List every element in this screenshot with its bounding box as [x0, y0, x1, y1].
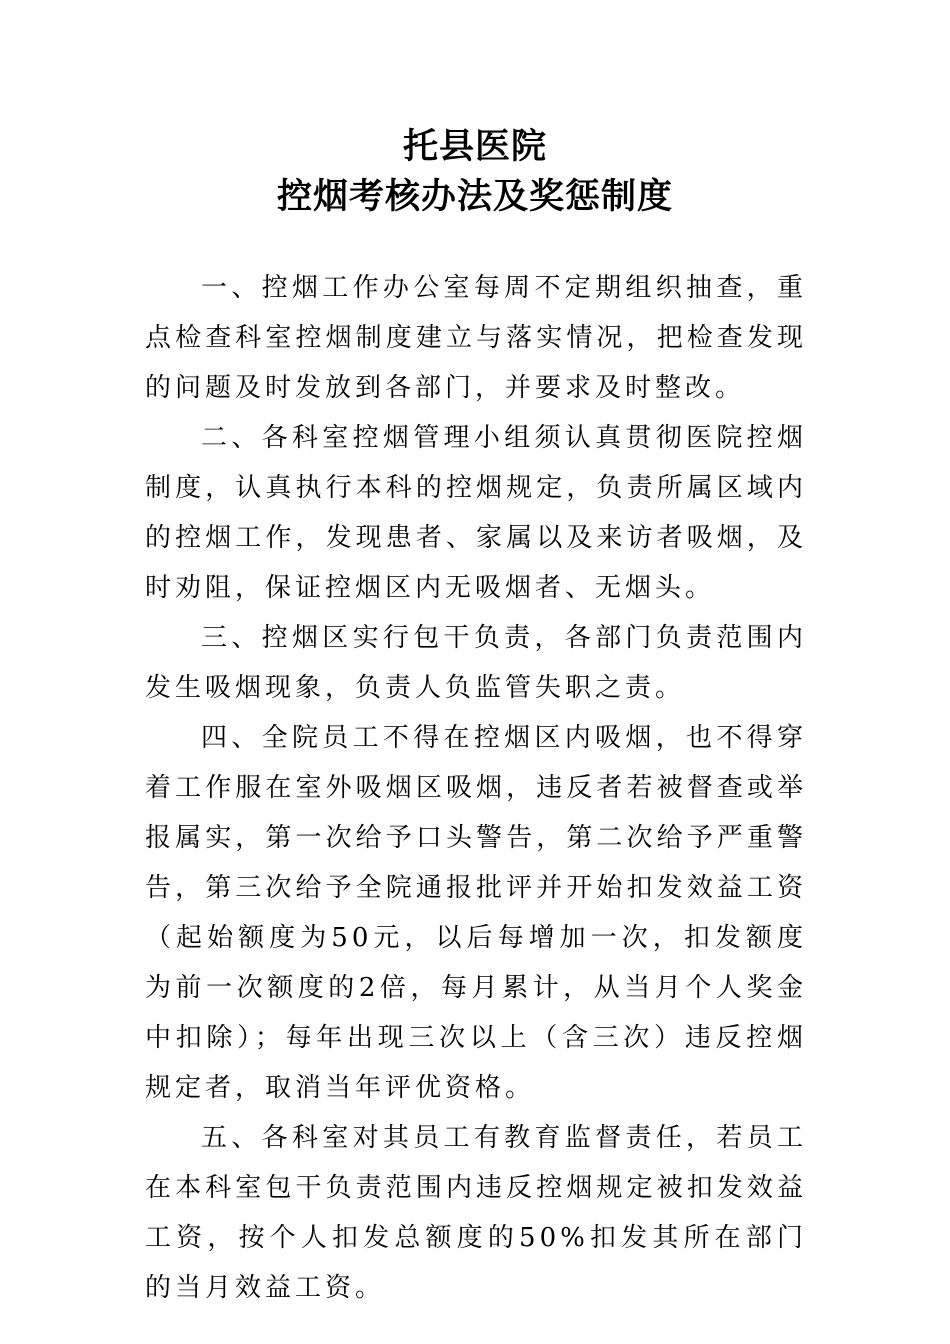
- paragraph-1: 一、控烟工作办公室每周不定期组织抽查，重点检查科室控烟制度建立与落实情况，把检查发现的问题及时发放到各部门，并要求及时整改。: [145, 273, 807, 403]
- paragraph-5: 五、各科室对其员工有教育监督责任，若员工在本科室包干负责范围内违反控烟规定被扣发效益工资，按个人扣发总额度的50%扣发其所在部门的当月效益工资。: [145, 1123, 807, 1303]
- paragraph-4: 四、全院员工不得在控烟区内吸烟，也不得穿着工作服在室外吸烟区吸烟，违反者若被督查或举报属实，第一次给予口头警告，第二次给予严重警告，第三次给予全院通报批评并开始扣发效益工资（起始额度为50元，以后每增加一次，扣发额度为前一次额度的2倍，每月累计，从当月个人奖金中扣除）；每年出现三次以上（含三次）违反控烟规定者，取消当年评优资格。: [145, 723, 807, 1103]
- title-regulation-name: 控烟考核办法及奖惩制度: [276, 176, 673, 217]
- paragraph-2: 二、各科室控烟管理小组须认真贯彻医院控烟制度，认真执行本科的控烟规定，负责所属区域内的控烟工作，发现患者、家属以及来访者吸烟，及时劝阻，保证控烟区内无吸烟者、无烟头。: [145, 423, 807, 603]
- document-body: [145, 263, 807, 1313]
- document-title: [0, 122, 950, 222]
- title-hospital-name: 托县医院: [402, 126, 547, 167]
- paragraph-3: 三、控烟区实行包干负责，各部门负责范围内发生吸烟现象，负责人负监管失职之责。: [145, 623, 807, 703]
